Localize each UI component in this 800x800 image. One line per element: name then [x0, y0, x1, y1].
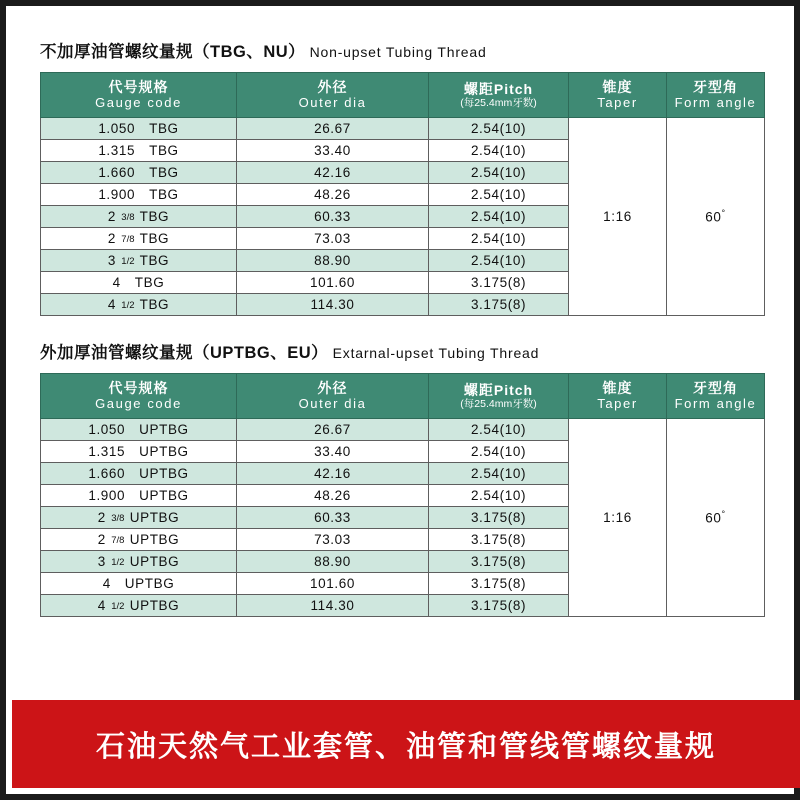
cell-gauge-code: 4 1/2 TBG [41, 294, 237, 316]
section-external-upset-tubing [40, 339, 764, 617]
cell-gauge-code: 2 7/8 UPTBG [41, 529, 237, 551]
cell-outer-dia: 114.30 [237, 595, 429, 617]
cell-pitch: 2.54(10) [429, 140, 569, 162]
section-title [40, 38, 764, 62]
cell-form-angle: 60° [667, 118, 765, 316]
cell-outer-dia: 73.03 [237, 228, 429, 250]
col-header-taper [569, 374, 667, 419]
cell-gauge-code: 1.660 UPTBG [41, 463, 237, 485]
col-header-cn: 牙型角 [693, 79, 738, 96]
col-header-en: Outer dia [298, 395, 367, 411]
col-header-cn: 螺距Pitch [463, 381, 534, 398]
cell-pitch: 3.175(8) [429, 529, 569, 551]
col-header-outer-dia [237, 73, 429, 118]
section-non-upset-tubing [40, 38, 764, 316]
col-header-outer-dia [237, 374, 429, 419]
col-header-pitch [429, 374, 569, 419]
cell-pitch: 2.54(10) [429, 184, 569, 206]
col-header-cn: 代号规格 [108, 380, 169, 397]
gauge-table-external-upset [40, 373, 765, 617]
cell-form-angle: 60° [667, 419, 765, 617]
table-row [41, 419, 765, 441]
col-header-cn: 锥度 [602, 79, 633, 96]
cell-pitch: 2.54(10) [429, 419, 569, 441]
col-header-en: Taper [597, 395, 638, 411]
col-header-en: Form angle [674, 94, 757, 110]
cell-outer-dia: 101.60 [237, 573, 429, 595]
cell-gauge-code: 4 TBG [41, 272, 237, 294]
section-title-en: Non-upset Tubing Thread [309, 44, 487, 60]
col-header-note: (每25.4mm牙数) [460, 97, 537, 110]
cell-outer-dia: 88.90 [237, 551, 429, 573]
cell-outer-dia: 42.16 [237, 463, 429, 485]
section-title-en: Extarnal-upset Tubing Thread [332, 345, 540, 361]
col-header-form-angle [667, 374, 765, 419]
cell-gauge-code: 2 3/8 TBG [41, 206, 237, 228]
col-header-en: Gauge code [95, 94, 182, 110]
col-header-cn: 螺距Pitch [463, 80, 534, 97]
cell-pitch: 2.54(10) [429, 206, 569, 228]
col-header-gauge-code [41, 73, 237, 118]
col-header-cn: 牙型角 [693, 380, 738, 397]
document-content [6, 6, 794, 794]
cell-gauge-code: 4 1/2 UPTBG [41, 595, 237, 617]
cell-taper: 1:16 [569, 419, 667, 617]
cell-outer-dia: 101.60 [237, 272, 429, 294]
section-title-cn: 不加厚油管螺纹量规（TBG、NU） [40, 43, 306, 61]
col-header-en: Gauge code [95, 395, 182, 411]
cell-gauge-code: 1.660 TBG [41, 162, 237, 184]
col-header-form-angle [667, 73, 765, 118]
col-header-en: Outer dia [298, 94, 367, 110]
cell-gauge-code: 3 1/2 TBG [41, 250, 237, 272]
col-header-cn: 代号规格 [108, 79, 169, 96]
table-row [41, 118, 765, 140]
cell-outer-dia: 88.90 [237, 250, 429, 272]
frame-border-right [794, 0, 800, 800]
gauge-table-non-upset [40, 72, 765, 316]
cell-gauge-code: 3 1/2 UPTBG [41, 551, 237, 573]
cell-gauge-code: 1.900 UPTBG [41, 485, 237, 507]
table-body [41, 419, 765, 617]
cell-pitch: 2.54(10) [429, 162, 569, 184]
cell-pitch: 2.54(10) [429, 228, 569, 250]
col-header-pitch [429, 73, 569, 118]
cell-gauge-code: 4 UPTBG [41, 573, 237, 595]
col-header-cn: 外径 [317, 380, 348, 397]
cell-pitch: 2.54(10) [429, 118, 569, 140]
cell-pitch: 3.175(8) [429, 573, 569, 595]
cell-pitch: 3.175(8) [429, 595, 569, 617]
cell-gauge-code: 1.315 UPTBG [41, 441, 237, 463]
cell-outer-dia: 33.40 [237, 441, 429, 463]
table-body [41, 118, 765, 316]
cell-gauge-code: 2 7/8 TBG [41, 228, 237, 250]
cell-pitch: 3.175(8) [429, 507, 569, 529]
col-header-gauge-code [41, 374, 237, 419]
cell-gauge-code: 1.050 TBG [41, 118, 237, 140]
cell-outer-dia: 42.16 [237, 162, 429, 184]
col-header-cn: 外径 [317, 79, 348, 96]
col-header-en: Form angle [674, 395, 757, 411]
cell-pitch: 2.54(10) [429, 485, 569, 507]
cell-outer-dia: 26.67 [237, 118, 429, 140]
col-header-note: (每25.4mm牙数) [460, 398, 537, 411]
cell-gauge-code: 2 3/8 UPTBG [41, 507, 237, 529]
footer-title: 石油天然气工业套管、油管和管线管螺纹量规 [95, 728, 716, 763]
cell-gauge-code: 1.900 TBG [41, 184, 237, 206]
cell-pitch: 2.54(10) [429, 463, 569, 485]
cell-gauge-code: 1.315 TBG [41, 140, 237, 162]
col-header-cn: 锥度 [602, 380, 633, 397]
section-title [40, 339, 764, 363]
cell-taper: 1:16 [569, 118, 667, 316]
cell-outer-dia: 48.26 [237, 184, 429, 206]
cell-pitch: 2.54(10) [429, 250, 569, 272]
cell-outer-dia: 33.40 [237, 140, 429, 162]
section-title-cn: 外加厚油管螺纹量规（UPTBG、EU） [40, 344, 329, 362]
footer-banner [12, 700, 800, 788]
cell-pitch: 2.54(10) [429, 441, 569, 463]
cell-outer-dia: 114.30 [237, 294, 429, 316]
cell-outer-dia: 48.26 [237, 485, 429, 507]
cell-pitch: 3.175(8) [429, 272, 569, 294]
col-header-en: Taper [597, 94, 638, 110]
frame-border-bottom [0, 794, 800, 800]
col-header-taper [569, 73, 667, 118]
cell-pitch: 3.175(8) [429, 551, 569, 573]
cell-outer-dia: 73.03 [237, 529, 429, 551]
cell-outer-dia: 26.67 [237, 419, 429, 441]
cell-gauge-code: 1.050 UPTBG [41, 419, 237, 441]
cell-outer-dia: 60.33 [237, 206, 429, 228]
cell-outer-dia: 60.33 [237, 507, 429, 529]
table-header-row [41, 374, 765, 419]
cell-pitch: 3.175(8) [429, 294, 569, 316]
table-header-row [41, 73, 765, 118]
